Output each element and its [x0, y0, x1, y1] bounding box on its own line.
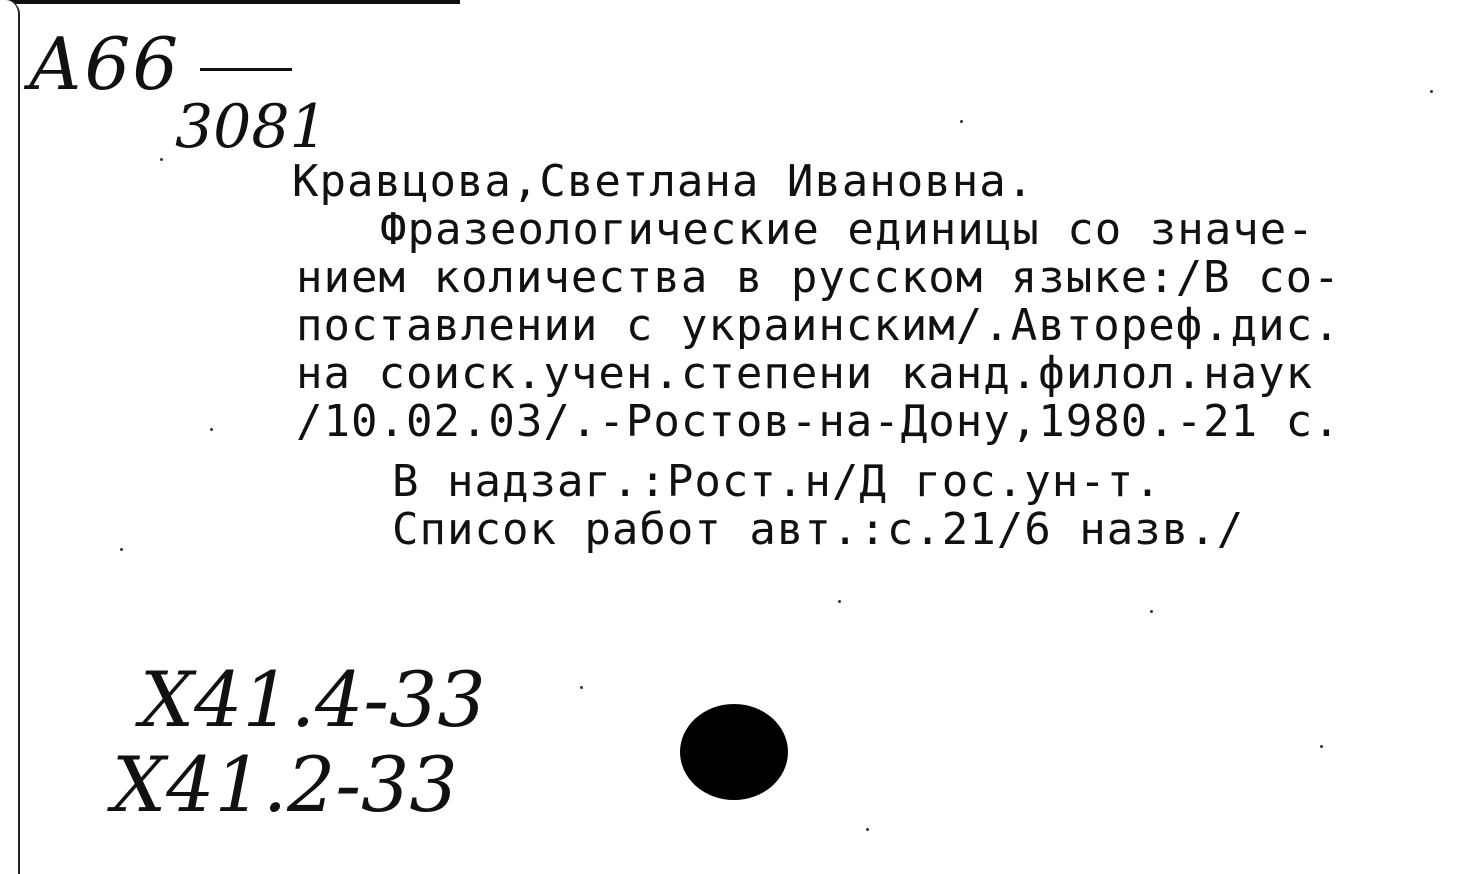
- speck: [866, 828, 869, 831]
- entry-imprint-line: /10.02.03/.-Ростов-на-Дону,1980.-21 с.: [296, 396, 1341, 447]
- shelf-code-underline: [200, 68, 292, 71]
- speck: [120, 548, 123, 551]
- speck: [580, 686, 583, 689]
- classification-code: Х41.4-33: [140, 655, 486, 744]
- classification-code: Х41.2-33: [112, 740, 458, 829]
- entry-author: Кравцова,Светлана Ивановна.: [292, 156, 1035, 207]
- entry-note-line: Список работ авт.:с.21/6 назв./: [392, 504, 1245, 555]
- speck: [160, 158, 163, 161]
- card-top-edge: [0, 0, 460, 4]
- punch-hole: [680, 704, 788, 800]
- entry-degree-line: на соиск.учен.степени канд.филол.наук: [296, 348, 1314, 399]
- shelf-number: 3081: [175, 92, 328, 162]
- speck: [838, 600, 841, 603]
- speck: [1150, 610, 1153, 613]
- speck: [1430, 90, 1433, 93]
- card-left-edge: [0, 0, 20, 874]
- speck: [960, 120, 963, 123]
- entry-title-line: нием количества в русском языке:/В со-: [296, 252, 1341, 303]
- entry-title-line: поставлении с украинским/.Автореф.дис.: [296, 300, 1341, 351]
- entry-title-line: Фразеологические единицы со значе-: [380, 204, 1315, 255]
- speck: [1320, 745, 1323, 748]
- shelf-code: А66: [28, 22, 181, 106]
- speck: [210, 428, 213, 431]
- entry-note-line: В надзаг.:Рост.н/Д гос.ун-т.: [392, 456, 1162, 507]
